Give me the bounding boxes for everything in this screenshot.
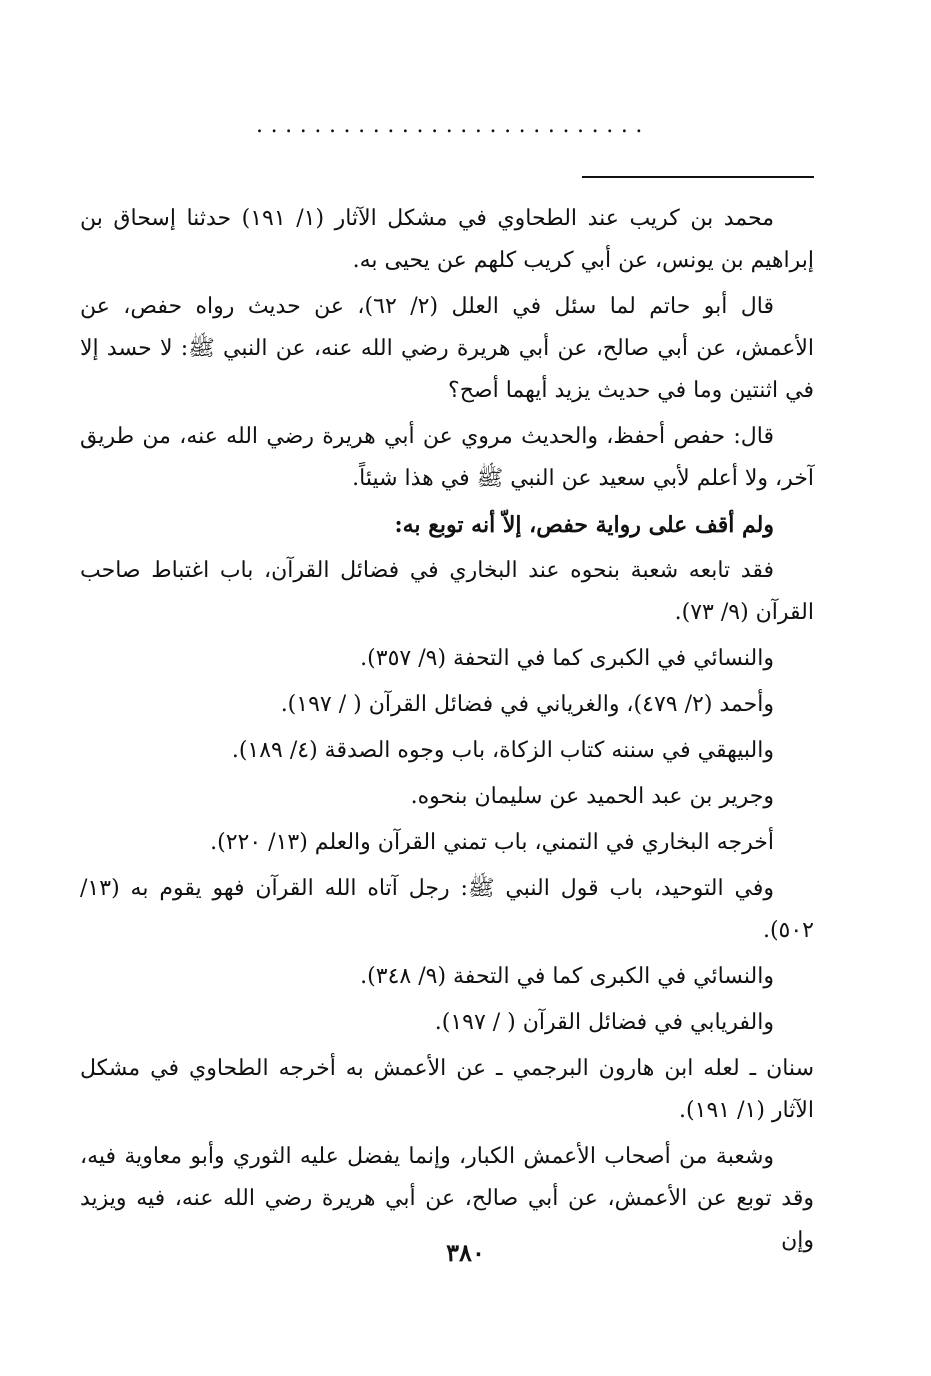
paragraph-bold: ولم أقف على رواية حفص، إلاّ أنه توبع به:	[394, 512, 774, 538]
paragraph: وشعبة من أصحاب الأعمش الكبار، وإنما يفضل عليه الثوري وأبو معاوية فيه، وقد توبع عن الأعمش، عن أبي صالح، عن أبي هريرة رضي الله عنه، فيه ويزيد وإن	[80, 1144, 814, 1253]
paragraph: أخرجه البخاري في التمني، باب تمني القرآن والعلم (١٣/ ٢٢٠).	[210, 830, 774, 855]
paragraph: والفريابي في فضائل القرآن ( / ١٩٧).	[434, 1010, 774, 1035]
paragraph: قال: حفص أحفظ، والحديث مروي عن أبي هريرة رضي الله عنه، من طريق آخر، ولا أعلم لأبي سعيد عن النبي ﷺ في هذا شيئاً.	[80, 424, 814, 491]
paragraph: وفي التوحيد، باب قول النبي ﷺ: رجل آتاه الله القرآن فهو يقوم به (١٣/ ٥٠٢).	[80, 876, 814, 943]
paragraph: والنسائي في الكبرى كما في التحفة (٩/ ٣٤٨).	[360, 964, 774, 989]
paragraph: محمد بن كريب عند الطحاوي في مشكل الآثار (١/ ١٩١) حدثنا إسحاق بن إبراهيم بن يونس، عن أبي كريب كلهم عن يحيى به.	[80, 206, 814, 273]
page-number: ٣٨٠	[446, 1238, 485, 1267]
footnote-rule	[582, 176, 814, 178]
paragraph: وأحمد (٢/ ٤٧٩)، والغرياني في فضائل القرآن ( / ١٩٧).	[280, 692, 774, 717]
paragraph: قال أبو حاتم لما سئل في العلل (٢/ ٦٢)، عن حديث رواه حفص، عن الأعمش، عن أبي صالح، عن أبي هريرة رضي الله عنه، عن النبي ﷺ: لا حسد إلا في اثنتين وما في حديث يزيد أيهما أصح؟	[80, 294, 815, 403]
dotted-separator: ...........................	[255, 113, 650, 138]
paragraph: فقد تابعه شعبة بنحوه عند البخاري في فضائل القرآن، باب اغتباط صاحب القرآن (٩/ ٧٣).	[80, 558, 814, 625]
page-body	[80, 198, 814, 1266]
paragraph: والنسائي في الكبرى كما في التحفة (٩/ ٣٥٧).	[360, 646, 774, 671]
paragraph: والبيهقي في سننه كتاب الزكاة، باب وجوه الصدقة (٤/ ١٨٩).	[231, 738, 774, 763]
paragraph: وجرير بن عبد الحميد عن سليمان بنحوه.	[410, 784, 774, 809]
paragraph: سنان ـ لعله ابن هارون البرجمي ـ عن الأعمش به أخرجه الطحاوي في مشكل الآثار (١/ ١٩١).	[80, 1056, 814, 1123]
